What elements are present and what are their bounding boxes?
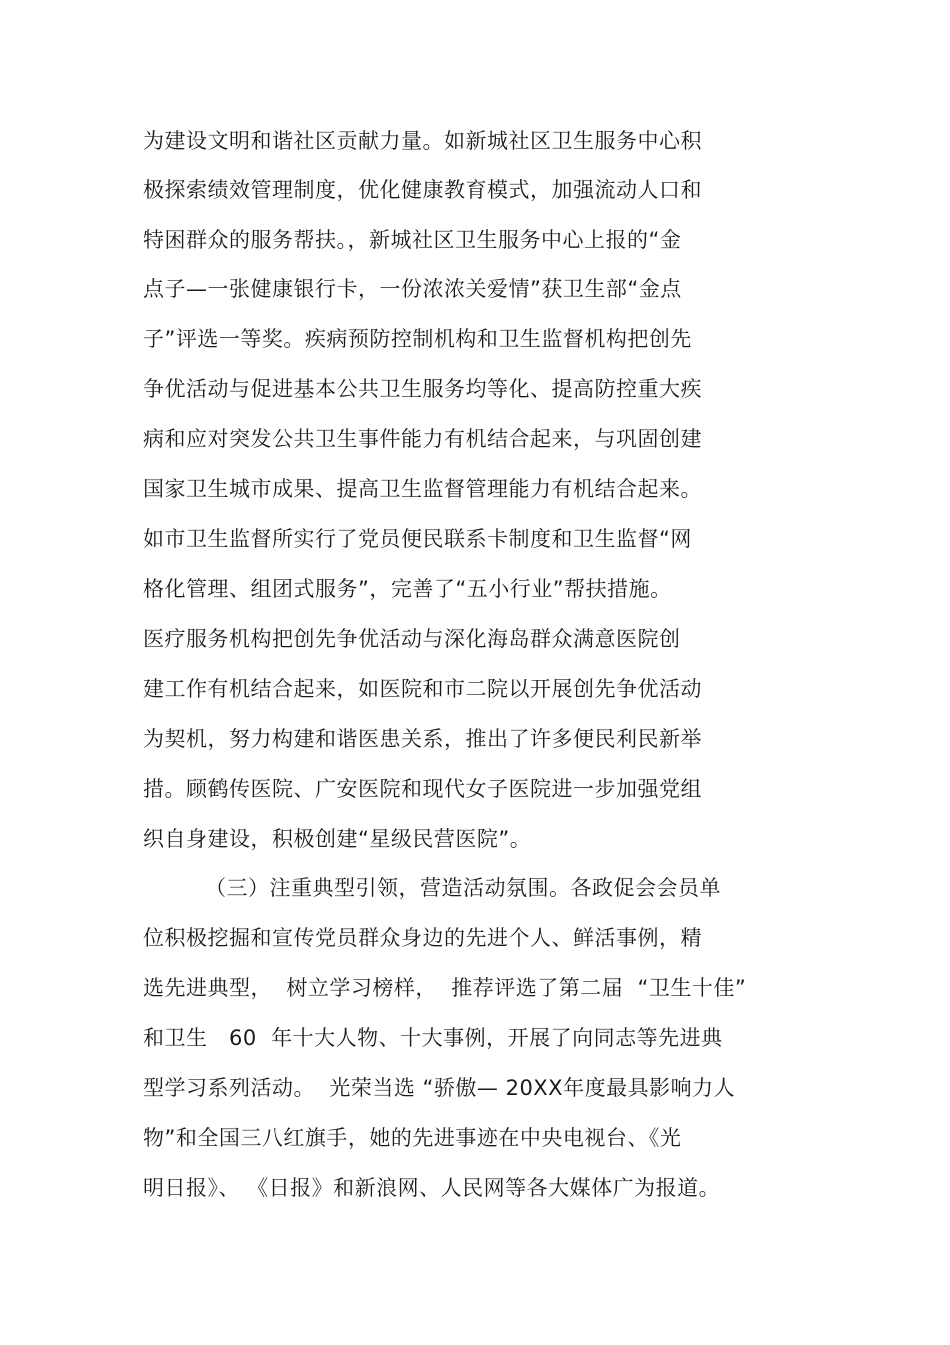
text-line: 措。顾鹤传医院、广安医院和现代女子医院进一步加强党组	[143, 777, 702, 801]
text-line: 格化管理、组团式服务”，完善了“五小行业”帮扶措施。	[143, 577, 672, 601]
text-line: 点子—一张健康银行卡，一份浓浓关爱情”获卫生部“金点	[143, 277, 682, 301]
text-line: 织自身建设，积极创建“星级民营医院”。	[143, 827, 532, 851]
text-line: 争优活动与促进基本公共卫生服务均等化、提高防控重大疾	[143, 377, 702, 401]
text-line: 物”和全国三八红旗手，她的先进事迹在中央电视台、《光	[143, 1126, 682, 1150]
text-line: 病和应对突发公共卫生事件能力有机结合起来，与巩固创建	[143, 427, 702, 451]
text-line: 选先进典型， 树立学习榜样， 推荐评选了第二届 “卫生十佳”	[143, 976, 747, 1000]
text-line: 位积极挖掘和宣传党员群众身边的先进个人、鲜活事例，精	[143, 926, 702, 950]
text-line: 子”评选一等奖。疾病预防控制机构和卫生监督机构把创先	[143, 327, 692, 351]
text-line: 如市卫生监督所实行了党员便民联系卡制度和卫生监督“网	[143, 527, 692, 551]
text-line: 和卫生 60 年十大人物、十大事例，开展了向同志等先进典	[143, 1026, 723, 1050]
section-heading-line: （三）注重典型引领，营造活动氛围。各政促会会员单	[205, 876, 721, 900]
text-line: 为契机，努力构建和谐医患关系，推出了许多便民利民新举	[143, 727, 702, 751]
text-line: 极探索绩效管理制度，优化健康教育模式，加强流动人口和	[143, 178, 702, 202]
text-line: 明日报》、 《日报》和新浪网、人民网等各大媒体广为报道。	[143, 1176, 721, 1200]
text-line: 为建设文明和谐社区贡献力量。如新城社区卫生服务中心积	[143, 129, 702, 153]
text-line: 医疗服务机构把创先争优活动与深化海岛群众满意医院创	[143, 627, 681, 651]
text-line: 国家卫生城市成果、提高卫生监督管理能力有机结合起来。	[143, 477, 702, 501]
text-line: 特困群众的服务帮扶。，新城社区卫生服务中心上报的“金	[143, 228, 682, 252]
text-line: 型学习系列活动。 光荣当选 “骄傲— 20XX年度最具影响力人	[143, 1076, 736, 1100]
text-line: 建工作有机结合起来，如医院和市二院以开展创先争优活动	[143, 677, 702, 701]
